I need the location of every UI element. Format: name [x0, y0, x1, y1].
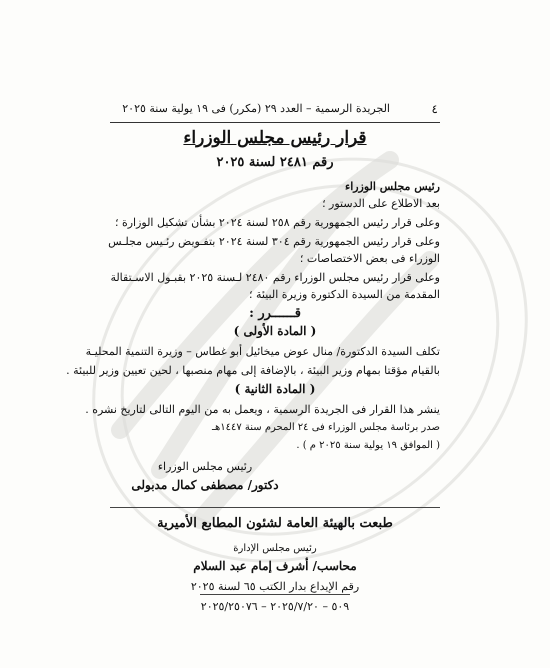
preamble-line: المقدمة من السيدة الدكتورة وزيرة البيئة ؛	[249, 288, 440, 301]
signature-name: دكتور/ مصطفى كمال مدبولى	[131, 478, 279, 492]
preamble-line: بعد الاطلاع على الدستور ؛	[322, 197, 440, 210]
article1-line: بالقيام مؤقتا بمهام وزير البيئة ، بالإضافة إلى مهام منصبها ، لحين تعيين وزير للبيئة .	[66, 364, 440, 377]
printer-name: طبعت بالهيئة العامة لشئون المطابع الأميرية	[157, 516, 393, 531]
article1-line: تكلف السيدة الدكتورة/ منال عوض ميخائيل أبو غطاس – وزيرة التنمية المحليـة	[85, 345, 440, 358]
gazette-header: الجريدة الرسمية – العدد ٢٩ (مكرر) فى ١٩ يولية سنة ٢٠٢٥	[122, 102, 390, 115]
deposit-divider	[200, 594, 350, 595]
footer-divider	[110, 507, 440, 508]
article2-line: ينشر هذا القرار فى الجريدة الرسمية ، ويعمل به من اليوم التالى لتاريخ نشره .	[85, 403, 440, 416]
preamble-line: وعلى قرار رئيس الجمهورية رقم ٢٥٨ لسنة ٢٠٢٤ بشأن تشكيل الوزارة ؛	[114, 216, 440, 229]
page-number: ٤	[431, 102, 438, 116]
decides-heading: قــــــرر :	[249, 306, 301, 321]
preamble-line: وعلى قرار رئيس مجلس الوزراء رقم ٢٤٨٠ لـسنة ٢٠٢٥ بقبـول الاسـتقالة	[110, 271, 440, 284]
deposit-number: رقم الإيداع بدار الكتب ٦٥ لسنة ٢٠٢٥	[190, 580, 360, 593]
preamble-line: وعلى قرار رئيس الجمهورية رقم ٣٠٤ لسنة ٢٠٢٤ بتفـويض رئـيس مجلـس	[108, 235, 440, 248]
header-rule	[110, 122, 440, 123]
preamble-line: الوزراء فى بعض الاختصاصات ؛	[299, 252, 440, 265]
issued-date: ( الموافق ١٩ يولية سنة ٢٠٢٥ م ) .	[296, 440, 440, 451]
board-chair-title: رئيس مجلس الإدارة	[233, 543, 317, 554]
issued-line: صدر برئاسة مجلس الوزراء فى ٢٤ المحرم سنة ١٤٤٧هـ	[212, 422, 440, 433]
signature-title: رئيس مجلس الوزراء	[157, 460, 253, 473]
article1-title: ( المادة الأولى )	[233, 324, 317, 338]
decree-number: رقم ٢٤٨١ لسنة ٢٠٢٥	[216, 155, 334, 170]
accountant-name: محاسب/ أشرف إمام عبد السلام	[193, 559, 357, 573]
issuer-heading: رئيس مجلس الوزراء	[345, 180, 440, 193]
article2-title: ( المادة الثانية )	[234, 382, 316, 396]
decree-title: قرار رئيس مجلس الوزراء	[183, 128, 367, 148]
serial-number: ٥٠٩ – ٢٠٢٥/٧/٢٠ – ٢٠٢٥/٢٥٠٧٦	[200, 600, 350, 613]
